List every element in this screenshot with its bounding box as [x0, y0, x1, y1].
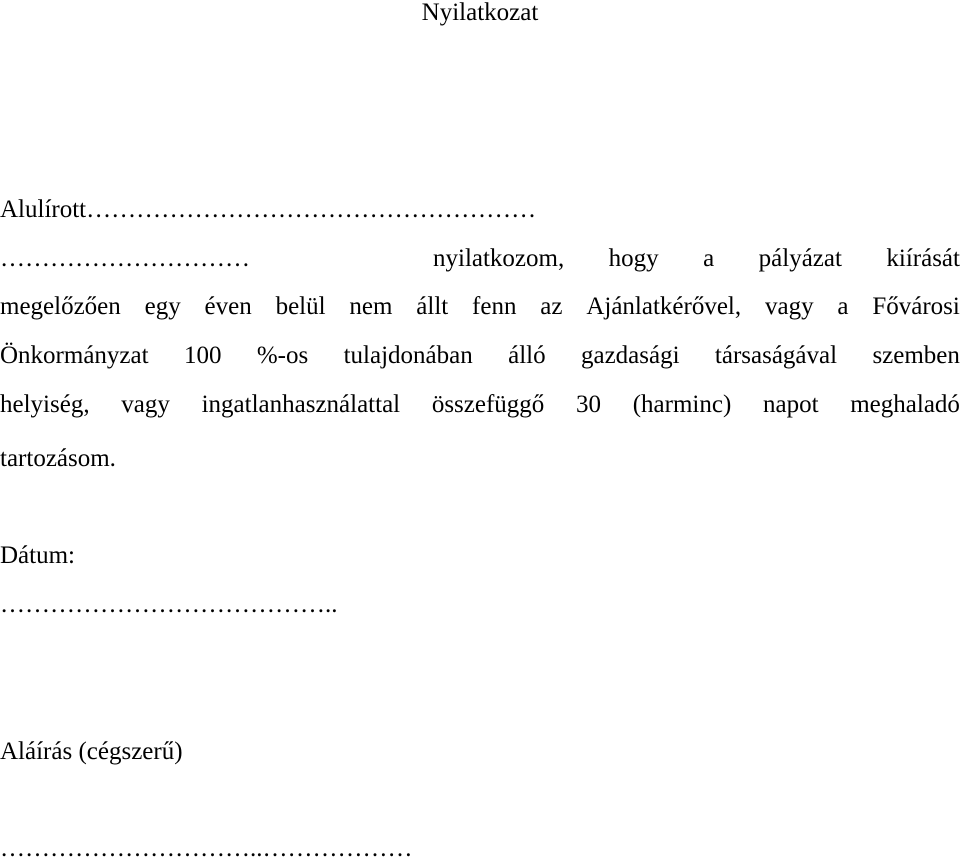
declaration-line-1: [0, 244, 960, 274]
word: Ajánlatkérővel,: [586, 293, 742, 320]
word: állt: [416, 293, 449, 320]
word: álló: [508, 342, 546, 369]
word: 100: [183, 342, 222, 369]
word: fenn: [472, 293, 517, 320]
word: pályázat: [758, 245, 842, 272]
word: nem: [349, 293, 393, 320]
word: (harminc): [632, 391, 732, 418]
date-label: Dátum:: [0, 542, 75, 569]
word: a: [837, 293, 849, 320]
word: társaságával: [714, 342, 838, 369]
word: szemben: [872, 342, 960, 369]
word: egy: [144, 293, 181, 320]
word: ingatlanhasználattal: [201, 391, 401, 418]
word: vagy: [764, 293, 814, 320]
intro-line: Alulírott………………………………………………: [0, 196, 537, 223]
word: meghaladó: [850, 391, 960, 418]
word: hogy: [608, 245, 659, 272]
word: napot: [762, 391, 819, 418]
word: vagy: [121, 391, 170, 418]
paragraph-last-line: tartozásom.: [0, 445, 116, 472]
signature-fill-dots: …………………………..………………: [0, 835, 413, 862]
word: nyilatkozom,: [433, 245, 565, 272]
word: belül: [275, 293, 326, 320]
word: tulajdonában: [343, 342, 473, 369]
word: összefüggő: [431, 391, 545, 418]
word: éven: [204, 293, 252, 320]
word: Önkormányzat: [0, 342, 149, 369]
paragraph-line-1: [0, 292, 960, 322]
word: megelőzően: [0, 293, 121, 320]
word: az: [540, 293, 563, 320]
document-title: Nyilatkozat: [421, 0, 539, 26]
word: 30: [576, 391, 602, 418]
word: helyiség,: [0, 391, 90, 418]
paragraph-line-2: [0, 341, 960, 371]
word: Fővárosi: [872, 293, 960, 320]
word: %-os: [256, 342, 309, 369]
paragraph-line-3: [0, 390, 960, 420]
name-fill-dots: …………………………: [0, 245, 250, 272]
signature-label: Aláírás (cégszerű): [0, 738, 183, 765]
word: gazdasági: [580, 342, 680, 369]
word: kiírását: [886, 245, 960, 272]
date-fill-dots: …………………………………..: [0, 591, 338, 618]
declaration-words: [433, 244, 960, 274]
word: a: [703, 245, 715, 272]
